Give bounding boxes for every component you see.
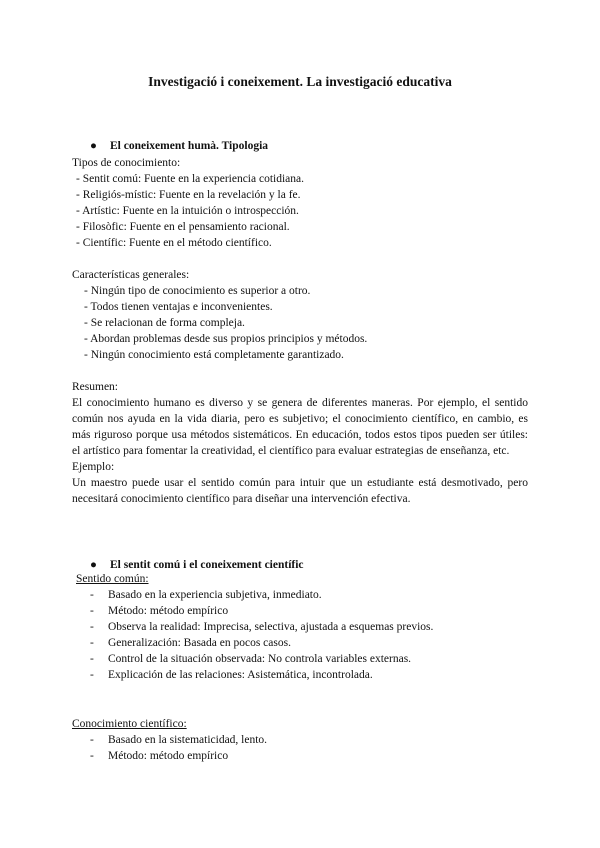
dash-icon: - <box>90 653 94 665</box>
scientific-block <box>72 716 528 764</box>
common-sense-block <box>72 571 528 683</box>
list-item-text: Observa la realidad: Imprecisa, selectiva, ajustada a esquemas previos. <box>108 621 434 633</box>
list-item: - Todos tienen ventajas e inconvenientes. <box>84 301 273 313</box>
dash-icon: - <box>90 637 94 649</box>
list-item <box>72 667 528 683</box>
list-item-text: Explicación de las relaciones: Asistemática, incontrolada. <box>108 669 373 681</box>
list-item <box>72 587 528 603</box>
list-item-text: Generalización: Basada en pocos casos. <box>108 637 291 649</box>
dash-icon: - <box>90 605 94 617</box>
example-title: Ejemplo: <box>72 461 115 473</box>
list-item: - Sentit comú: Fuente en la experiencia cotidiana. <box>76 173 305 185</box>
list-item <box>72 635 528 651</box>
list-item: - Filosòfic: Fuente en el pensamiento racional. <box>76 221 290 233</box>
dash-icon: - <box>90 589 94 601</box>
dash-icon: - <box>90 734 94 746</box>
list-item <box>72 732 528 748</box>
list-item: - Abordan problemas desde sus propios principios y métodos. <box>84 333 368 345</box>
list-item-text: Método: método empírico <box>108 605 229 617</box>
list-item <box>72 651 528 667</box>
bullet-icon: ● <box>90 140 97 152</box>
list-item <box>72 619 528 635</box>
summary-title: Resumen: <box>72 381 118 393</box>
list-item <box>72 748 528 764</box>
section-heading-knowledge <box>72 138 566 154</box>
common-sense-title: Sentido común: <box>76 573 149 585</box>
example-text: Un maestro puede usar el sentido común para intuir que un estudiante está desmotivado, pero necesitará conocimiento científico para diseñar una intervención efectiva. <box>72 477 528 505</box>
dash-icon: - <box>90 669 94 681</box>
types-block <box>72 155 528 251</box>
dash-icon: - <box>90 621 94 633</box>
summary-block <box>72 379 528 507</box>
list-item: - Científic: Fuente en el método científico. <box>76 237 272 249</box>
scientific-title: Conocimiento científico: <box>72 718 187 730</box>
list-item-text: Control de la situación observada: No controla variables externas. <box>108 653 412 665</box>
list-item: - Ningún conocimiento está completamente garantizado. <box>84 349 344 361</box>
list-item <box>72 603 528 619</box>
list-item: - Religiós-místic: Fuente en la revelación y la fe. <box>76 189 301 201</box>
bullet-icon: ● <box>90 559 97 571</box>
list-item: - Artístic: Fuente en la intuición o introspección. <box>76 205 299 217</box>
characteristics-title: Características generales: <box>72 269 190 281</box>
types-title: Tipos de conocimiento: <box>72 157 181 169</box>
list-item-text: Método: método empírico <box>108 750 229 762</box>
dash-icon: - <box>90 750 94 762</box>
section-heading-text: El coneixement humà. Tipologia <box>110 140 269 152</box>
list-item-text: Basado en la experiencia subjetiva, inmediato. <box>108 589 322 601</box>
characteristics-block <box>72 267 528 363</box>
list-item-text: Basado en la sistematicidad, lento. <box>108 734 268 746</box>
summary-text: El conocimiento humano es diverso y se genera de diferentes maneras. Por ejemplo, el sentido común nos ayuda en la vida diaria, pero es subjetivo; el conocimiento científico, en cambio, es más riguroso porque usa métodos sistemáticos. En educación, todos estos tipos pueden ser útiles: el artístico para fomentar la creatividad, el científico para evaluar estrategias de enseñanza, etc. <box>72 397 528 457</box>
list-item: - Ningún tipo de conocimiento es superior a otro. <box>84 285 311 297</box>
page-title: Investigació i coneixement. La investigació educativa <box>148 74 452 89</box>
section-heading-text: El sentit comú i el coneixement científic <box>110 559 304 571</box>
list-item: - Se relacionan de forma compleja. <box>84 317 245 329</box>
